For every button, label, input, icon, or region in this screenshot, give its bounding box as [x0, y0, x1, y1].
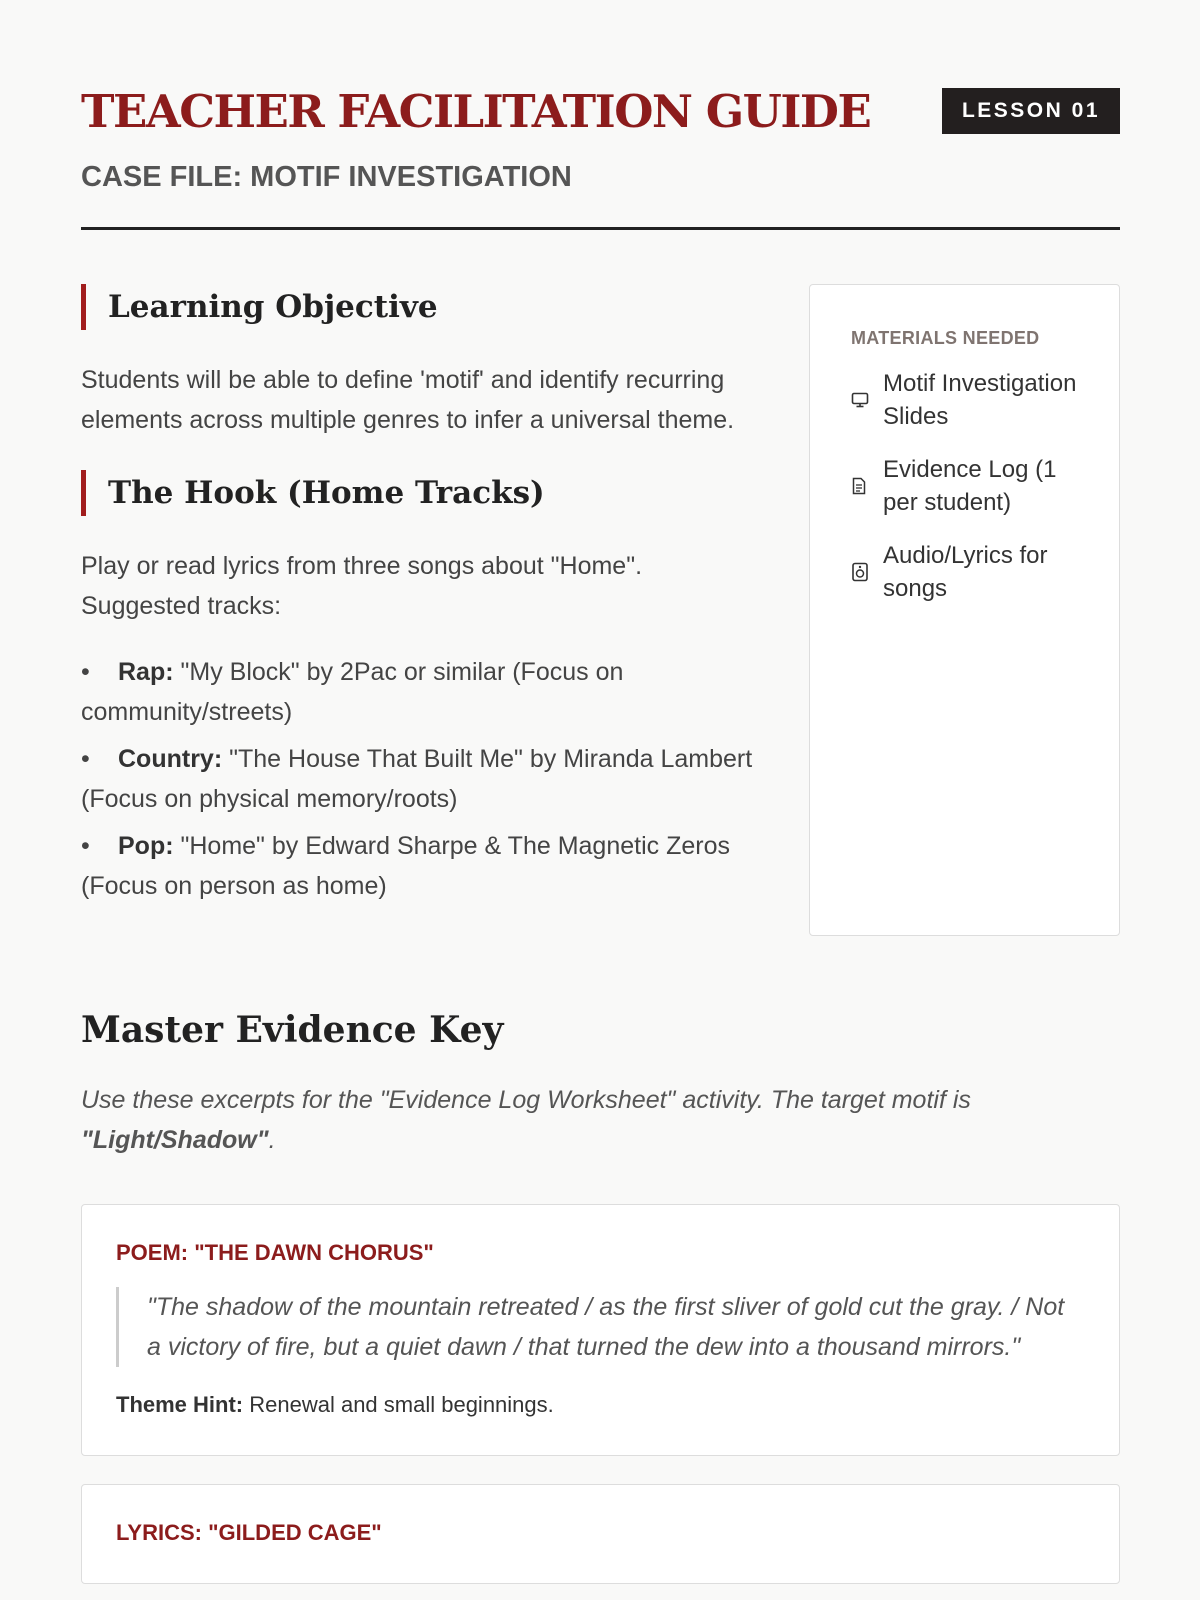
evidence-card-title: POEM: "THE DAWN CHORUS"	[116, 1240, 434, 1265]
materials-title: MATERIALS NEEDED	[851, 328, 1040, 348]
material-item-evidence-log	[851, 453, 1079, 519]
track-text: "The House That Built Me" by Miranda Lambert (Focus on physical memory/roots)	[81, 745, 753, 813]
slides-icon	[851, 391, 883, 409]
track-genre: Country:	[118, 745, 223, 773]
track-item-country	[81, 739, 761, 819]
evidence-intro-text: Use these excerpts for the "Evidence Log Worksheet" activity. The target motif is	[81, 1086, 971, 1114]
bullet-icon: •	[81, 658, 90, 686]
material-label: Evidence Log (1 per student)	[883, 456, 1057, 516]
evidence-intro-end: .	[268, 1126, 276, 1154]
evidence-card-title: LYRICS: "GILDED CAGE"	[116, 1520, 382, 1545]
theme-hint-label: Theme Hint:	[116, 1392, 244, 1417]
material-item-slides	[851, 367, 1079, 433]
track-text: "Home" by Edward Sharpe & The Magnetic Zeros (Focus on person as home)	[81, 832, 730, 900]
theme-hint-text: Renewal and small beginnings.	[243, 1392, 554, 1417]
case-file-subtitle: CASE FILE: MOTIF INVESTIGATION	[81, 161, 572, 193]
material-label: Audio/Lyrics for songs	[883, 542, 1048, 602]
evidence-title: Master Evidence Key	[81, 1009, 504, 1051]
materials-list	[851, 367, 1079, 605]
track-genre: Pop:	[118, 832, 174, 860]
materials-card	[809, 284, 1120, 936]
evidence-card	[81, 1204, 1120, 1456]
target-motif: "Light/Shadow"	[81, 1126, 269, 1154]
hook-intro: Play or read lyrics from three songs about "Home". Suggested tracks:	[81, 552, 643, 620]
track-item-rap	[81, 652, 761, 732]
lesson-badge: LESSON 01	[942, 88, 1120, 134]
document-icon	[851, 477, 883, 495]
evidence-intro	[81, 1080, 1120, 1160]
speaker-icon	[851, 562, 883, 582]
theme-hint	[116, 1389, 1085, 1421]
page	[81, 0, 1120, 1545]
objective-heading: Learning Objective	[81, 284, 761, 330]
material-item-audio	[851, 539, 1079, 605]
evidence-card	[81, 1484, 1120, 1584]
master-evidence-key	[81, 1002, 1120, 1584]
track-list	[81, 652, 761, 906]
lesson-overview	[81, 284, 761, 913]
material-label: Motif Investigation Slides	[883, 370, 1077, 430]
track-text: "My Block" by 2Pac or similar (Focus on community/streets)	[81, 658, 624, 726]
bullet-icon: •	[81, 745, 90, 773]
page-title: TEACHER FACILITATION GUIDE	[81, 85, 871, 138]
evidence-quote: "The shadow of the mountain retreated / as the first sliver of gold cut the gray. / Not a victory of fire, but a quiet dawn / that turned the dew into a thousand mirrors."	[116, 1287, 1085, 1367]
track-item-pop	[81, 826, 761, 906]
objective-text: Students will be able to define 'motif' and identify recurring elements across multiple genres to infer a universal theme.	[81, 366, 735, 434]
bullet-icon: •	[81, 832, 90, 860]
track-genre: Rap:	[118, 658, 174, 686]
hook-heading: The Hook (Home Tracks)	[81, 470, 761, 516]
guide-header	[81, 0, 1120, 230]
